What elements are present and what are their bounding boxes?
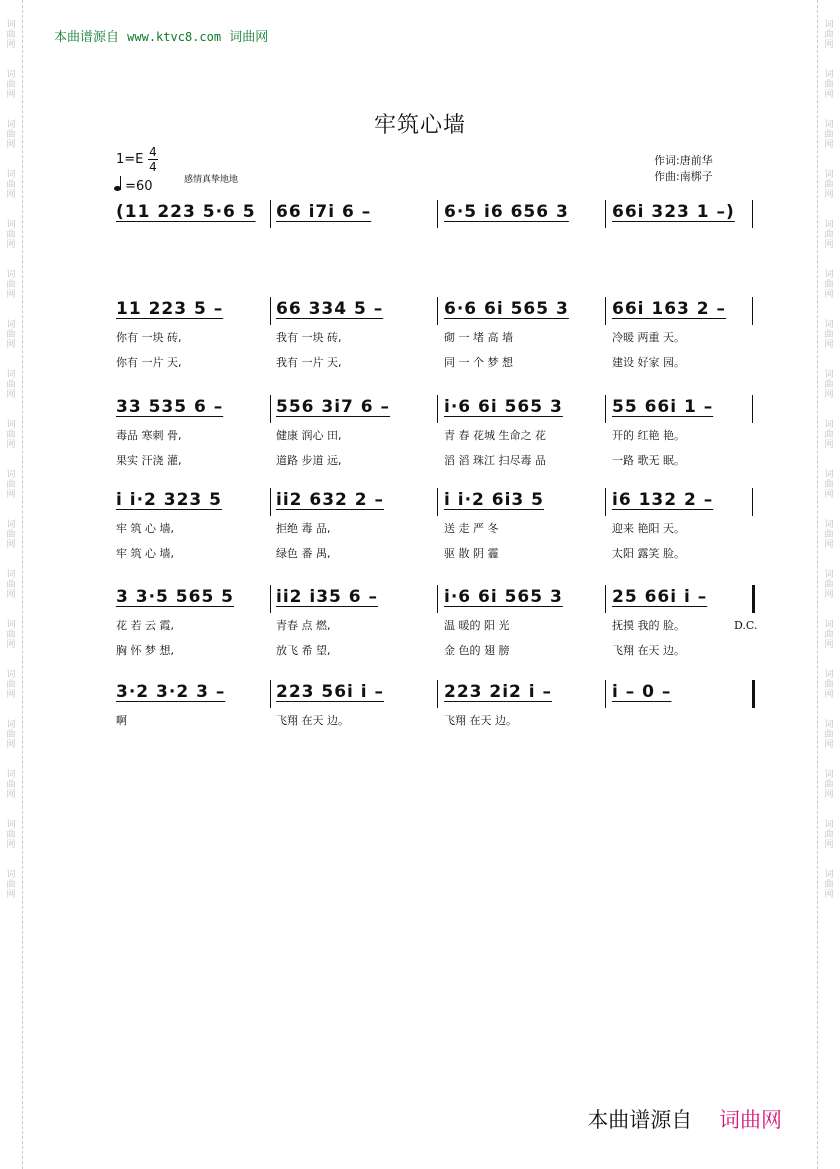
watermark-char: 曲 (824, 630, 834, 640)
bar-line (605, 680, 606, 708)
measure: 223 56i i – (276, 682, 385, 702)
watermark-mark (824, 170, 833, 200)
watermark-char: 曲 (824, 880, 834, 890)
watermark-char: 词 (824, 870, 834, 880)
lyric-line (0, 427, 840, 443)
watermark-char: 网 (6, 640, 16, 650)
measure: 25 66i i – (612, 587, 708, 607)
bar-line (605, 297, 606, 325)
lyric-segment: 你有 一片 天, (116, 356, 182, 369)
bar-line (270, 488, 271, 516)
lyric-segment: 飞翔 在天 边。 (276, 714, 349, 727)
watermark-char: 曲 (824, 580, 834, 590)
watermark-mark (6, 270, 15, 300)
lyric-segment: 果实 汗浇 灌, (116, 454, 182, 467)
watermark-char: 曲 (6, 30, 16, 40)
watermark-char: 词 (824, 420, 834, 430)
measure: 66 334 5 – (276, 299, 384, 319)
watermark-mark (824, 270, 833, 300)
watermark-char: 词 (6, 370, 16, 380)
watermark-char: 网 (6, 540, 16, 550)
watermark-char: 曲 (6, 280, 16, 290)
source-header (54, 26, 268, 45)
watermark-char: 曲 (6, 830, 16, 840)
watermark-char: 曲 (6, 630, 16, 640)
bar-line (437, 585, 438, 613)
watermark-mark (6, 870, 15, 900)
watermark-char: 词 (6, 120, 16, 130)
watermark-char: 网 (6, 790, 16, 800)
watermark-char: 曲 (6, 80, 16, 90)
watermark-char: 词 (6, 170, 16, 180)
bar-line (270, 680, 271, 708)
lyric-segment: 我有 一块 砖, (276, 331, 342, 344)
watermark-char: 曲 (824, 30, 834, 40)
watermark-char: 词 (824, 220, 834, 230)
watermark-char: 网 (6, 690, 16, 700)
notation-line (0, 680, 840, 710)
lyric-segment: 同 一 个 梦 想 (444, 356, 513, 369)
watermark-char: 网 (824, 890, 834, 900)
watermark-char: 曲 (6, 480, 16, 490)
header-prefix: 本曲谱源自 (54, 30, 120, 45)
bar-line (605, 200, 606, 228)
tempo-value: =60 (125, 179, 153, 194)
bar-line (437, 680, 438, 708)
watermark-char: 网 (6, 590, 16, 600)
watermark-char: 曲 (824, 380, 834, 390)
time-bottom: 4 (149, 160, 157, 174)
watermark-char: 网 (824, 190, 834, 200)
measure: 66i 163 2 – (612, 299, 727, 319)
watermark-char: 曲 (6, 430, 16, 440)
watermark-char: 网 (6, 340, 16, 350)
lyric-segment: 啊 (116, 714, 127, 727)
watermark-char: 网 (824, 290, 834, 300)
lyric-line (0, 354, 840, 370)
watermark-char: 词 (6, 520, 16, 530)
watermark-char: 曲 (824, 230, 834, 240)
watermark-char: 词 (824, 70, 834, 80)
expression-mark: 感情真挚地地 (184, 175, 239, 185)
measure: 223 2i2 i – (444, 682, 553, 702)
bar-line (752, 488, 753, 516)
lyric-segment: 一路 歌无 眠。 (612, 454, 685, 467)
watermark-char: 网 (824, 640, 834, 650)
watermark-char: 词 (6, 570, 16, 580)
lyric-segment: 迎来 艳阳 天。 (612, 522, 685, 535)
watermark-mark (6, 20, 15, 50)
bar-line (752, 680, 755, 708)
watermark-char: 网 (824, 440, 834, 450)
watermark-char: 词 (824, 620, 834, 630)
lyric-segment: 砌 一 堵 高 墙 (444, 331, 513, 344)
footer-source-label: 本曲谱源自 (587, 1108, 693, 1132)
bar-line (437, 297, 438, 325)
watermark-char: 词 (6, 620, 16, 630)
header-suffix: 词曲网 (229, 30, 269, 45)
watermark-char: 曲 (6, 180, 16, 190)
watermark-char: 词 (824, 120, 834, 130)
footer-site-name: 词曲网 (719, 1108, 782, 1132)
watermark-char: 网 (824, 340, 834, 350)
lyric-segment: 牢 筑 心 墙, (116, 547, 174, 560)
lyricist: 作词:唐前华 (654, 154, 713, 167)
song-title: 牢筑心墙 (373, 113, 466, 138)
lyric-segment: 抚摸 我的 脸。 (612, 619, 685, 632)
watermark-char: 曲 (824, 330, 834, 340)
lyric-segment: 送 走 严 冬 (444, 522, 499, 535)
bar-line (270, 395, 271, 423)
measure: ii2 i35 6 – (276, 587, 379, 607)
watermark-char: 网 (824, 790, 834, 800)
watermark-char: 网 (824, 590, 834, 600)
lyric-segment: 拒绝 毒 品, (276, 522, 331, 535)
measure: i6 132 2 – (612, 490, 714, 510)
watermark-char: 网 (6, 290, 16, 300)
lyric-segment: 健康 润心 田, (276, 429, 342, 442)
watermark-char: 网 (6, 490, 16, 500)
bar-line (752, 200, 753, 228)
watermark-char: 网 (824, 140, 834, 150)
watermark-char: 词 (824, 570, 834, 580)
watermark-char: 曲 (6, 130, 16, 140)
bar-line (437, 395, 438, 423)
watermark-char: 曲 (824, 830, 834, 840)
watermark-char: 网 (6, 140, 16, 150)
watermark-char: 网 (6, 40, 16, 50)
measure: i i·2 6i3 5 (444, 490, 545, 510)
credits (654, 153, 713, 185)
bar-line (270, 297, 271, 325)
bar-line (752, 585, 755, 613)
watermark-char: 曲 (824, 130, 834, 140)
time-top: 4 (149, 145, 157, 159)
footer-source (587, 1104, 782, 1134)
watermark-char: 词 (6, 870, 16, 880)
lyric-line (0, 329, 840, 345)
lyric-segment: 青 春 花城 生命之 花 (444, 429, 546, 442)
watermark-char: 网 (824, 740, 834, 750)
lyric-line (0, 642, 840, 658)
lyric-segment: 飞翔 在天 边。 (444, 714, 517, 727)
bar-line (605, 585, 606, 613)
measure: i i·2 323 5 (116, 490, 223, 510)
lyric-line (0, 520, 840, 536)
notation-line (0, 488, 840, 518)
bar-line (437, 200, 438, 228)
watermark-char: 词 (6, 720, 16, 730)
watermark-char: 曲 (824, 80, 834, 90)
watermark-char: 曲 (824, 480, 834, 490)
watermark-char: 词 (824, 320, 834, 330)
watermark-char: 词 (6, 320, 16, 330)
measure: 33 535 6 – (116, 397, 224, 417)
watermark-char: 网 (6, 90, 16, 100)
da-capo-mark: D.C. (734, 619, 758, 632)
lyric-segment: 放飞 希 望, (276, 644, 331, 657)
watermark-char: 网 (6, 840, 16, 850)
measure: 3·2 3·2 3 – (116, 682, 226, 702)
quarter-note-icon (114, 179, 121, 194)
lyric-segment: 牢 筑 心 墙, (116, 522, 174, 535)
notation-line (0, 395, 840, 425)
watermark-char: 网 (6, 240, 16, 250)
watermark-mark (824, 20, 833, 50)
lyric-segment: 驱 散 阴 霾 (444, 547, 499, 560)
watermark-char: 网 (824, 840, 834, 850)
measure: 3 3·5 565 5 (116, 587, 235, 607)
measure: 556 3i7 6 – (276, 397, 391, 417)
watermark-char: 词 (824, 720, 834, 730)
measure: i·6 6i 565 3 (444, 587, 563, 607)
lyric-segment: 你有 一块 砖, (116, 331, 182, 344)
measure: i – 0 – (612, 682, 672, 702)
watermark-char: 网 (6, 190, 16, 200)
watermark-char: 网 (6, 890, 16, 900)
watermark-char: 曲 (824, 280, 834, 290)
watermark-char: 词 (6, 270, 16, 280)
watermark-char: 词 (824, 370, 834, 380)
notation-line (0, 200, 840, 230)
lyric-segment: 道路 步道 远, (276, 454, 342, 467)
watermark-char: 词 (824, 170, 834, 180)
measure: 11 223 5 – (116, 299, 224, 319)
key-signature: 1=E (116, 152, 144, 167)
watermark-char: 词 (824, 670, 834, 680)
lyric-segment: 青春 点 燃, (276, 619, 331, 632)
watermark-char: 词 (824, 270, 834, 280)
bar-line (437, 488, 438, 516)
lyric-segment: 毒品 寒刺 骨, (116, 429, 182, 442)
watermark-char: 网 (824, 240, 834, 250)
tempo-mark (114, 176, 153, 194)
measure: (11 223 5·6 5 (116, 202, 256, 222)
watermark-char: 曲 (6, 330, 16, 340)
lyric-segment: 建设 好家 园。 (612, 356, 685, 369)
watermark-char: 词 (824, 770, 834, 780)
bar-line (605, 395, 606, 423)
watermark-char: 曲 (6, 730, 16, 740)
watermark-char: 词 (6, 470, 16, 480)
measure: 66 i7i 6 – (276, 202, 372, 222)
bar-line (270, 200, 271, 228)
watermark-char: 曲 (6, 580, 16, 590)
lyric-segment: 胸 怀 梦 想, (116, 644, 174, 657)
lyric-segment: 冷暖 两重 天。 (612, 331, 685, 344)
bar-line (752, 297, 753, 325)
watermark-char: 词 (824, 470, 834, 480)
watermark-char: 曲 (6, 230, 16, 240)
lyric-line (0, 712, 840, 728)
watermark-char: 曲 (824, 780, 834, 790)
lyric-segment: 我有 一片 天, (276, 356, 342, 369)
watermark-mark (6, 170, 15, 200)
watermark-char: 网 (824, 390, 834, 400)
watermark-char: 网 (6, 390, 16, 400)
time-signature (148, 145, 158, 174)
watermark-char: 词 (6, 420, 16, 430)
lyric-segment: 开的 红艳 艳。 (612, 429, 685, 442)
lyric-segment: 绿色 番 禺, (276, 547, 331, 560)
lyric-segment: 滔 滔 珠江 扫尽毒 品 (444, 454, 546, 467)
bar-line (605, 488, 606, 516)
watermark-char: 曲 (824, 180, 834, 190)
header-url-link[interactable]: www.ktvc8.com (127, 30, 222, 44)
composer: 作曲:南梆子 (654, 170, 713, 183)
watermark-char: 网 (824, 90, 834, 100)
watermark-char: 词 (6, 670, 16, 680)
lyric-line (0, 452, 840, 468)
watermark-char: 曲 (6, 380, 16, 390)
lyric-line (0, 545, 840, 561)
watermark-char: 词 (824, 520, 834, 530)
lyric-segment: 太阳 露笑 脸。 (612, 547, 685, 560)
lyric-line (0, 617, 840, 633)
watermark-char: 词 (824, 20, 834, 30)
measure: 55 66i 1 – (612, 397, 714, 417)
notation-line (0, 297, 840, 327)
measure: 66i 323 1 –) (612, 202, 735, 222)
watermark-char: 网 (6, 440, 16, 450)
watermark-char: 曲 (824, 530, 834, 540)
watermark-char: 网 (824, 690, 834, 700)
watermark-char: 曲 (6, 780, 16, 790)
watermark-char: 曲 (6, 680, 16, 690)
watermark-char: 词 (6, 770, 16, 780)
watermark-mark (824, 70, 833, 100)
bar-line (752, 395, 753, 423)
watermark-mark (6, 770, 15, 800)
watermark-char: 词 (6, 220, 16, 230)
watermark-char: 网 (824, 540, 834, 550)
watermark-mark (824, 870, 833, 900)
watermark-char: 网 (6, 740, 16, 750)
notation-line (0, 585, 840, 615)
lyric-segment: 花 若 云 霞, (116, 619, 174, 632)
lyric-segment: 金 色的 翅 膀 (444, 644, 510, 657)
watermark-char: 网 (824, 40, 834, 50)
watermark-char: 曲 (6, 880, 16, 890)
watermark-char: 词 (6, 20, 16, 30)
measure: 6·6 6i 565 3 (444, 299, 569, 319)
watermark-mark (824, 770, 833, 800)
watermark-char: 词 (6, 820, 16, 830)
watermark-char: 曲 (6, 530, 16, 540)
bar-line (270, 585, 271, 613)
watermark-char: 词 (824, 820, 834, 830)
measure: 6·5 i6 656 3 (444, 202, 569, 222)
watermark-mark (824, 820, 833, 850)
lyric-segment: 温 暖的 阳 光 (444, 619, 510, 632)
measure: ii2 632 2 – (276, 490, 385, 510)
measure: i·6 6i 565 3 (444, 397, 563, 417)
watermark-char: 词 (6, 70, 16, 80)
watermark-char: 曲 (824, 730, 834, 740)
watermark-char: 网 (824, 490, 834, 500)
watermark-mark (6, 820, 15, 850)
watermark-char: 曲 (824, 680, 834, 690)
watermark-mark (6, 70, 15, 100)
watermark-char: 曲 (824, 430, 834, 440)
lyric-segment: 飞翔 在天 边。 (612, 644, 685, 657)
